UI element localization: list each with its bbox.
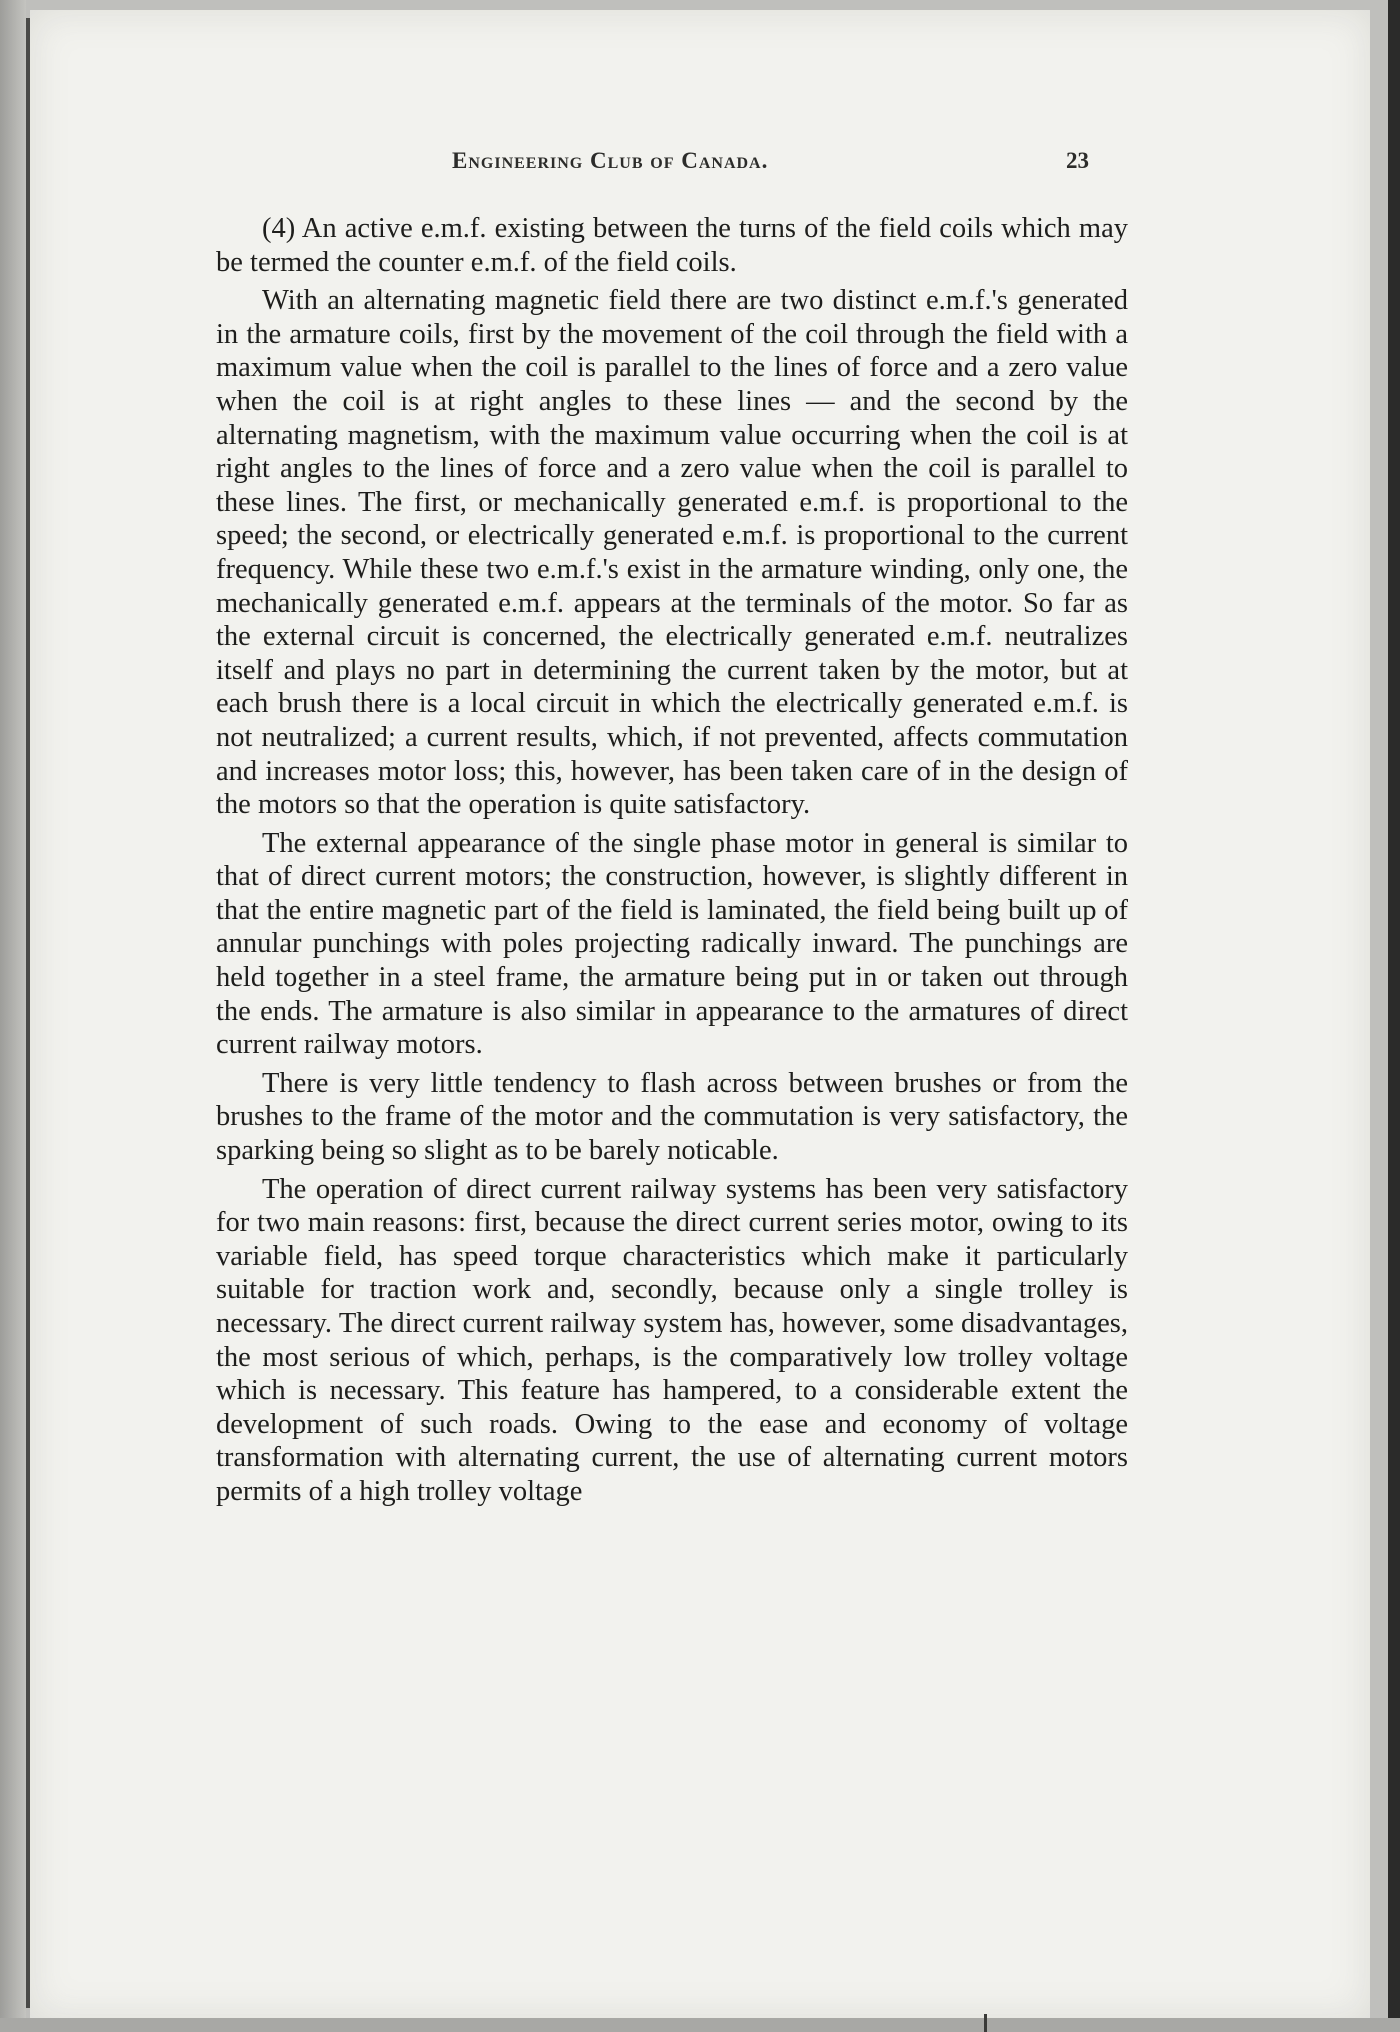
paragraph: There is very little tendency to flash across between brushes or from the brushes to the frame of the motor and the commutation is very satisfactory, the sparking being so slight as to be barely noticable.: [216, 1067, 1128, 1167]
paragraph: (4) An active e.m.f. existing between the turns of the field coils which may be termed the counter e.m.f. of the field coils.: [216, 213, 1128, 278]
body-text: [216, 212, 1128, 1514]
scan-left-shadow: [0, 0, 26, 2032]
scan-bottom-border: [0, 2018, 1400, 2032]
paragraph: The operation of direct current railway systems has been very satisfactory for two main reasons: first, because the direct current series motor, owing to its variable field, has speed torque characteristics which make it particularly suitable for traction work and, secondly, because only a single trolley is necessary. The direct current railway system has, however, some disadvantages, the most serious of which, perhaps, is the comparatively low trolley voltage which is necessary. This feature has hampered, to a considerable extent the development of such roads. Owing to the ease and economy of voltage transformation with alternating current, the use of alternating current motors permits of a high trolley voltage: [216, 1173, 1128, 1507]
page-number: 23: [1066, 148, 1089, 173]
scan-right-border: [1388, 0, 1400, 2032]
paragraph: With an alternating magnetic field there are two distinct e.m.f.'s generated in the armature coils, first by the movement of the coil through the field with a maximum value when the coil is parallel to the lines of force and a zero value when the coil is at right angles to these lines — and the second by the alternating magnetism, with the maximum value occurring when the coil is at right angles to the lines of force and a zero value when the coil is parallel to these lines. The first, or mechanically generated e.m.f. is proportional to the speed; the second, or electrically generated e.m.f. is proportional to the current frequency. While these two e.m.f.'s exist in the armature winding, only one, the mechanically generated e.m.f. appears at the terminals of the motor. So far as the external circuit is concerned, the electrically generated e.m.f. neutralizes itself and plays no part in determining the current taken by the motor, but at each brush there is a local circuit in which the electrically generated e.m.f. is not neutralized; a current results, which, if not prevented, affects commutation and increases motor loss; this, however, has been taken care of in the design of the motors so that the operation is quite satisfactory.: [216, 285, 1128, 821]
scan-bottom-mark: [984, 2014, 987, 2032]
running-title: Engineering Club of Canada.: [452, 148, 769, 173]
paragraph: The external appearance of the single phase motor in general is similar to that of direct current motors; the construction, however, is slightly different in that the entire magnetic part of the field is laminated, the field being built up of annular punchings with poles projecting radically inward. The punchings are held together in a steel frame, the armature being put in or taken out through the ends. The armature is also similar in appearance to the armatures of direct current railway motors.: [216, 827, 1128, 1061]
page-binding-edge: [26, 18, 30, 2008]
